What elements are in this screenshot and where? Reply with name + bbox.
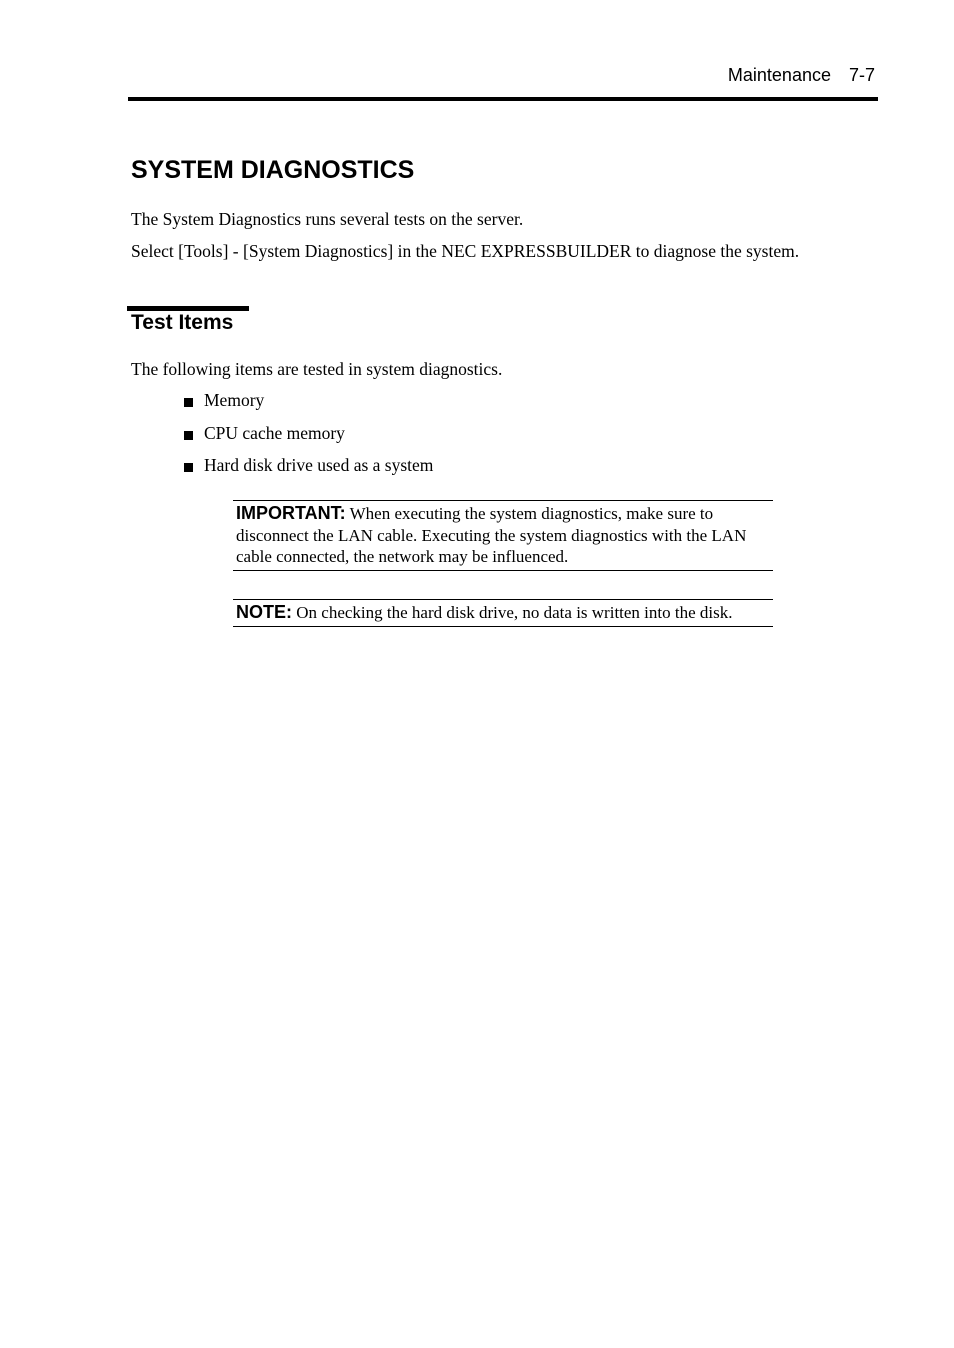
test-items-list bbox=[184, 390, 433, 488]
list-item-label: Memory bbox=[204, 390, 265, 410]
list-item-label: Hard disk drive used as a system bbox=[204, 455, 434, 475]
important-callout bbox=[233, 500, 773, 571]
section-title: SYSTEM DIAGNOSTICS bbox=[131, 156, 415, 184]
subsection-title: Test Items bbox=[131, 311, 234, 334]
intro-paragraph-1: The System Diagnostics runs several tests on the server. bbox=[131, 209, 524, 229]
note-label: NOTE: bbox=[236, 602, 292, 622]
list-item-label: CPU cache memory bbox=[204, 422, 345, 443]
square-bullet-icon bbox=[184, 431, 193, 440]
page-number: 7-7 bbox=[848, 65, 875, 85]
header-section: Maintenance bbox=[727, 65, 831, 85]
header-text bbox=[728, 65, 875, 86]
intro-paragraph-2: Select [Tools] - [System Diagnostics] in the NEC EXPRESSBUILDER to diagnose the system. bbox=[131, 241, 800, 261]
important-text: When executing the system diagnostics, make sure to disconnect the LAN cable. Executing the system diagnostics with the LAN cable connected, the network may be influenced. bbox=[236, 504, 747, 566]
note-text: On checking the hard disk drive, no data is written into the disk. bbox=[296, 603, 733, 622]
square-bullet-icon bbox=[184, 398, 193, 407]
page-header bbox=[128, 64, 878, 101]
list-item bbox=[184, 423, 433, 456]
test-items-lead: The following items are tested in system diagnostics. bbox=[131, 359, 503, 379]
list-item bbox=[184, 455, 433, 488]
important-label: IMPORTANT: bbox=[236, 503, 346, 523]
note-callout bbox=[233, 599, 773, 627]
list-item bbox=[184, 390, 433, 423]
square-bullet-icon bbox=[184, 463, 193, 472]
